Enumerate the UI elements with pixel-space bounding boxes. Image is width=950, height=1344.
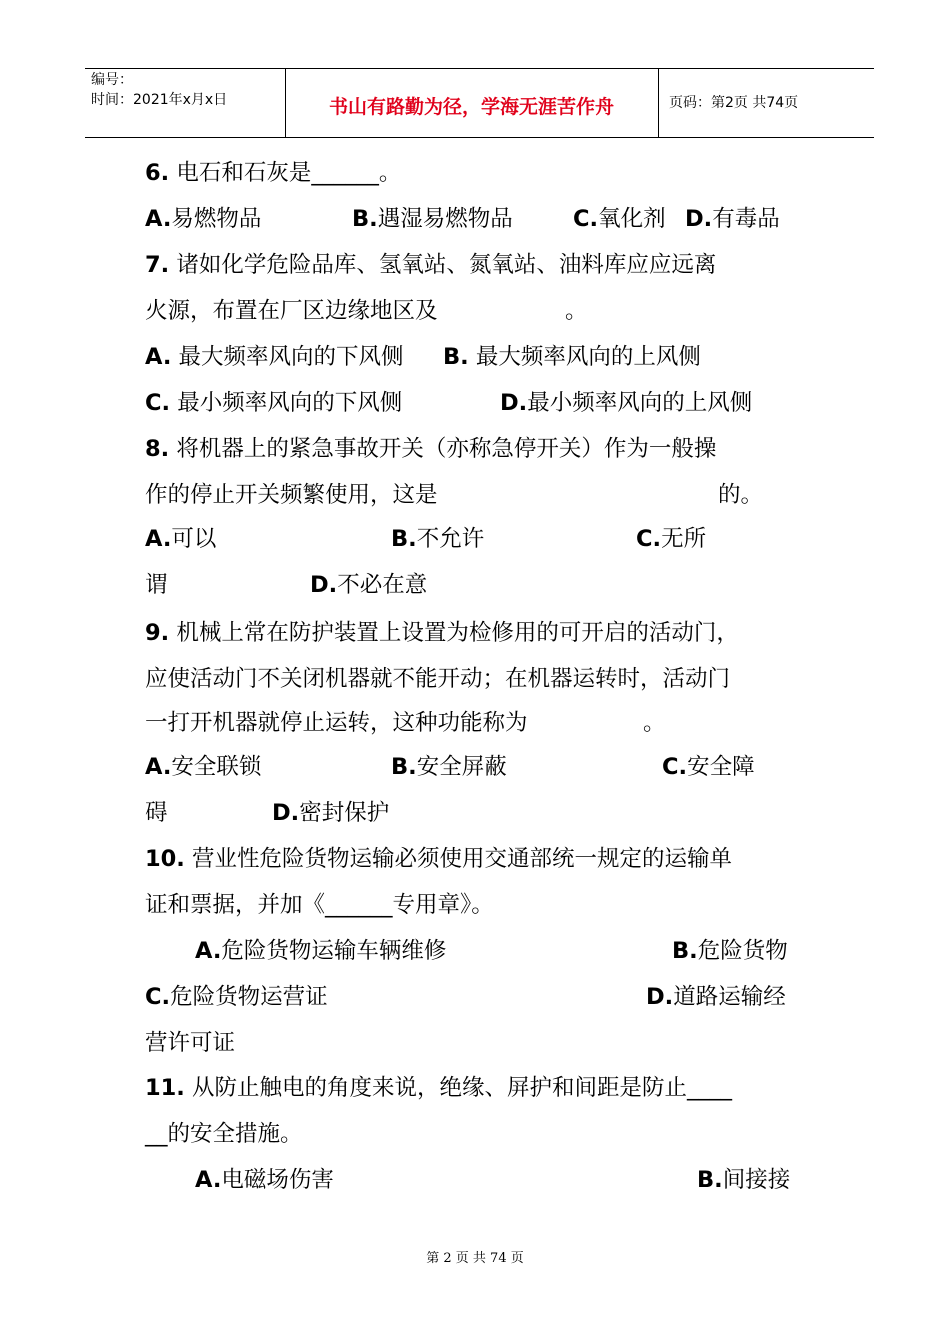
page-footer: 第 2 页 共 74 页 [426, 1251, 524, 1266]
option-text: 危险货物 [697, 938, 788, 964]
question-10 [145, 844, 732, 874]
header-meta-cell [85, 69, 286, 137]
option-text: 密封保护 [299, 800, 390, 826]
option-text: 可以 [171, 526, 217, 552]
question-text: 将机器上的紧急事故开关（亦称急停开关）作为一般操 [169, 436, 717, 462]
q8-option-b [391, 524, 484, 554]
option-letter: D. [646, 984, 674, 1010]
option-letter: A. [195, 938, 222, 964]
question-8 [145, 434, 716, 464]
q8-option-c-cont: 谓 [145, 572, 168, 598]
question-text: 从防止触电的角度来说，绝缘、屏护和间距是防止____ [184, 1075, 733, 1101]
question-number: 6. [145, 160, 170, 186]
q8-option-d [310, 570, 427, 600]
option-letter: C. [573, 206, 599, 232]
q6-option-d [685, 204, 780, 234]
motto: 书山有路勤为径，学海无涯苦作舟 [328, 96, 614, 118]
q11-option-b [697, 1165, 790, 1195]
question-text: 诸如化学危险品库、氢氧站、氮氧站、油料库应应远离 [169, 252, 717, 278]
option-letter: A. [195, 1167, 222, 1193]
q6-option-b [352, 204, 513, 234]
option-letter: A. [145, 344, 172, 370]
page-header [85, 68, 874, 138]
option-text: 不允许 [416, 526, 485, 552]
option-letter: C. [145, 984, 171, 1010]
option-text: 易燃物品 [171, 206, 262, 232]
question-text: 机械上常在防护装置上设置为检修用的可开启的活动门， [169, 620, 739, 646]
option-letter: D. [310, 572, 338, 598]
option-text: 无所 [661, 526, 707, 552]
option-letter: B. [672, 938, 698, 964]
option-letter: A. [145, 526, 172, 552]
option-text: 氧化剂 [598, 206, 666, 232]
q9-option-c [662, 752, 755, 782]
option-text: 最小频率风向的下风侧 [170, 390, 403, 416]
question-text: 营业性危险货物运输必须使用交通部统一规定的运输单 [184, 846, 733, 872]
question-number: 11. [145, 1075, 185, 1101]
option-text: 危险货物运输车辆维修 [221, 938, 447, 964]
q6-option-c [573, 204, 666, 234]
q6-option-a [145, 204, 261, 234]
page-label: 页码：第2页 共74页 [669, 95, 799, 111]
option-letter: B. [391, 754, 417, 780]
question-number: 10. [145, 846, 185, 872]
option-text: 有毒品 [712, 206, 780, 232]
question-9 [145, 618, 739, 648]
option-text: 安全屏蔽 [416, 754, 507, 780]
question-10-line2: 证和票据，并加《______专用章》。 [145, 892, 494, 918]
option-letter: C. [145, 390, 171, 416]
option-text: 危险货物运营证 [170, 984, 328, 1010]
option-letter: B. [697, 1167, 723, 1193]
question-9-line3-end: 。 [643, 710, 666, 736]
q7-option-b [443, 342, 701, 372]
q7-option-c [145, 388, 402, 418]
q9-option-b [391, 752, 507, 782]
q10-option-a [195, 936, 446, 966]
question-7-line2-end: 。 [565, 298, 588, 324]
option-text: 最大频率风向的上风侧 [468, 344, 701, 370]
header-motto-cell [285, 69, 659, 137]
option-letter: B. [352, 206, 378, 232]
option-letter: B. [443, 344, 469, 370]
time-label: 时间：2021年x月x日 [91, 92, 228, 108]
q11-option-a [195, 1165, 334, 1195]
option-letter: D. [272, 800, 300, 826]
q10-option-b [672, 936, 788, 966]
option-text: 安全联锁 [171, 754, 262, 780]
q8-option-c [636, 524, 706, 554]
option-text: 最大频率风向的下风侧 [171, 344, 404, 370]
q9-option-c-cont: 碍 [145, 800, 168, 826]
option-letter: C. [636, 526, 662, 552]
option-text: 道路运输经 [673, 984, 786, 1010]
q8-option-a [145, 524, 216, 554]
question-7 [145, 250, 716, 280]
question-number: 7. [145, 252, 170, 278]
question-number: 9. [145, 620, 170, 646]
q10-option-d-cont: 营许可证 [145, 1030, 236, 1056]
option-letter: B. [391, 526, 417, 552]
q9-option-a [145, 752, 261, 782]
question-8-line2-end: 的。 [718, 482, 764, 508]
option-text: 最小频率风向的上风侧 [527, 390, 753, 416]
question-number: 8. [145, 436, 170, 462]
option-text: 遇湿易燃物品 [377, 206, 513, 232]
q7-option-d [500, 388, 752, 418]
q7-option-a [145, 342, 404, 372]
q9-option-d [272, 798, 389, 828]
question-9-line3: 一打开机器就停止运转，这种功能称为 [145, 710, 528, 736]
option-text: 电磁场伤害 [221, 1167, 334, 1193]
option-letter: D. [685, 206, 713, 232]
number-label: 编号： [91, 72, 133, 88]
option-letter: A. [145, 206, 172, 232]
option-letter: D. [500, 390, 528, 416]
option-letter: C. [662, 754, 688, 780]
question-7-line2: 火源，布置在厂区边缘地区及 [145, 298, 438, 324]
question-8-line2: 作的停止开关频繁使用，这是 [145, 482, 438, 508]
header-page-cell [659, 69, 874, 137]
q10-option-c [145, 982, 328, 1012]
option-text: 间接接 [722, 1167, 791, 1193]
q10-option-d [646, 982, 786, 1012]
question-9-line2: 应使活动门不关闭机器就不能开动；在机器运转时，活动门 [145, 666, 731, 692]
question-11 [145, 1073, 732, 1103]
question-11-line2: __的安全措施。 [145, 1121, 303, 1147]
question-text: 电石和石灰是______。 [169, 160, 402, 186]
question-6 [145, 158, 401, 188]
option-letter: A. [145, 754, 172, 780]
option-text: 安全障 [687, 754, 755, 780]
option-text: 不必在意 [337, 572, 428, 598]
